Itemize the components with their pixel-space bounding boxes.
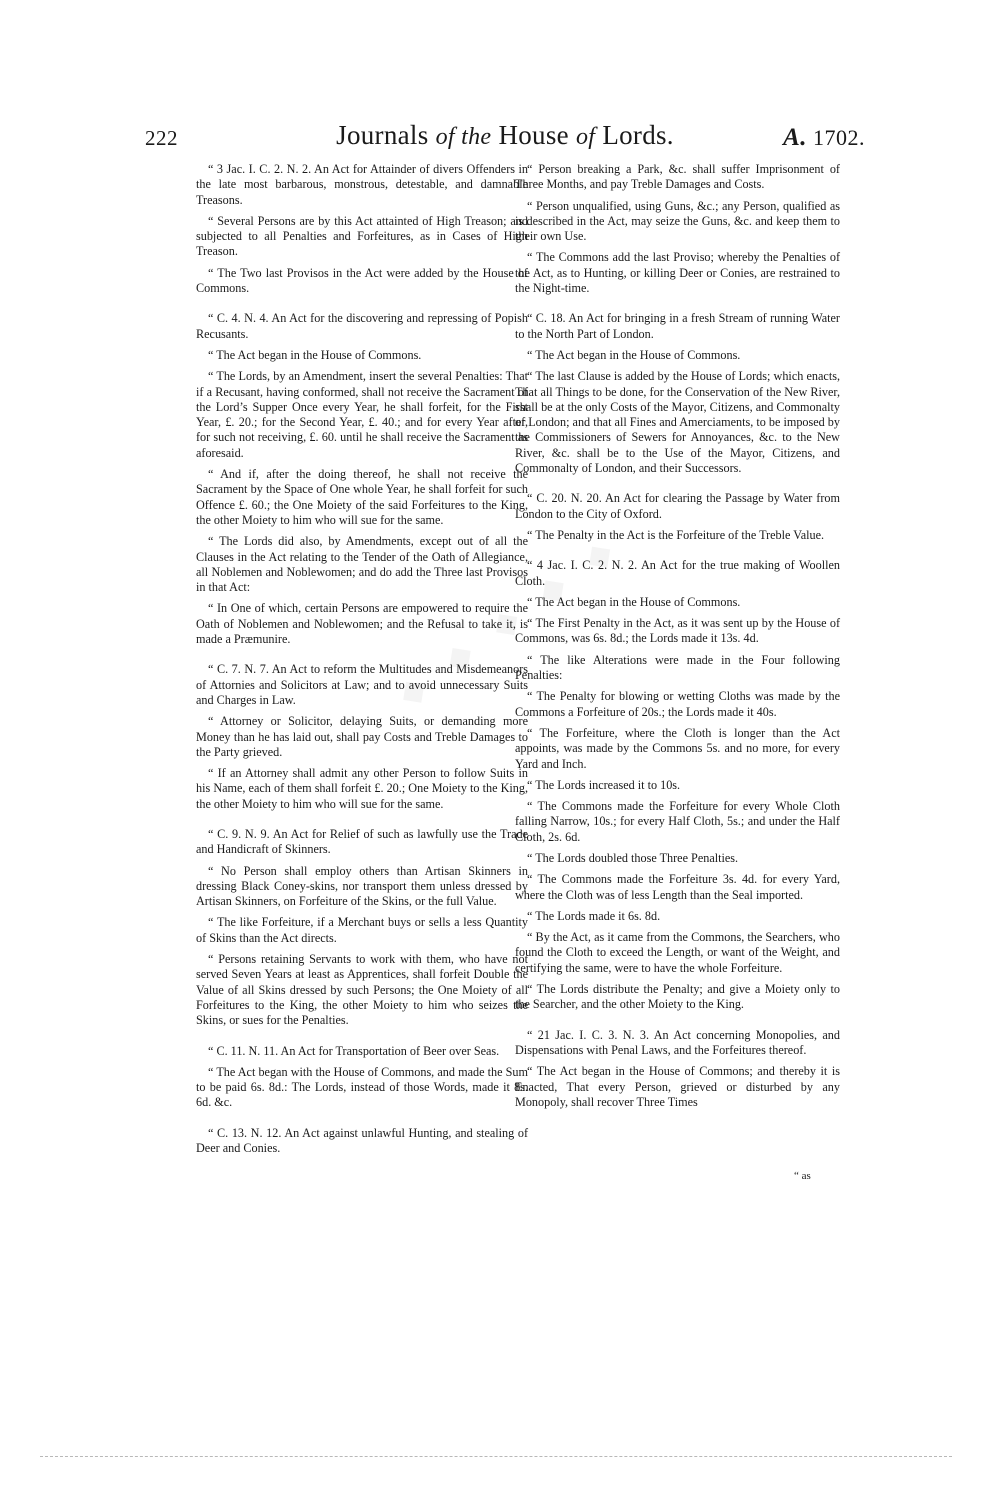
paragraph: “ The Act began in the House of Commons; and thereby it is Enacted, That every Person, grieved or disturbed by any Monopoly, shall recover Three Times xyxy=(515,1064,840,1109)
paragraph: “ The Lords doubled those Three Penalties. xyxy=(527,850,739,865)
paragraph: “ C. 9. N. 9. An Act for Relief of such as lawfully use the Trade and Handicraft of Skinners. xyxy=(196,826,528,857)
paragraph: “ The Act began in the House of Commons. xyxy=(527,347,741,362)
left-column xyxy=(196,162,528,1162)
bottom-rule xyxy=(40,1456,952,1457)
paragraph: “ Person breaking a Park, &c. shall suffer Imprisonment of Three Months, and pay Treble Damages and Costs. xyxy=(515,162,840,192)
paragraph: “ C. 11. N. 11. An Act for Transportation of Beer over Seas. xyxy=(208,1043,500,1058)
title-journals: Journals xyxy=(336,120,436,150)
paragraph: “ And if, after the doing thereof, he shall not receive the Sacrament by the Space of One whole Year, he shall forfeit for such Offence £. 60.; the One Moiety of the said Forfeitures to the King, the other Moiety to him who will sue for the same. xyxy=(196,467,528,527)
paragraph: “ No Person shall employ others than Artisan Skinners in dressing Black Coney-skins, nor transport them unless dressed by Artisan Skinners, on Forfeiture of the Skins, or the full Value. xyxy=(196,863,528,909)
paragraph: “ The Act began with the House of Commons, and made the Sum to be paid 6s. 8d.: The Lords, instead of those Words, made it 8s. 6d. &c. xyxy=(196,1064,528,1110)
right-column xyxy=(515,162,840,1116)
paragraph: “ C. 18. An Act for bringing in a fresh Stream of running Water to the North Part of London. xyxy=(515,311,840,341)
paragraph: “ The Commons made the Forfeiture 3s. 4d. for every Yard, where the Cloth was of less Length than the Seal imported. xyxy=(515,872,840,902)
paragraph: “ Attorney or Solicitor, delaying Suits, or demanding more Money than he has laid out, shall pay Costs and Treble Damages to the Party grieved. xyxy=(196,714,528,759)
paragraph: “ The Commons made the Forfeiture for every Whole Cloth falling Narrow, 10s.; for every Half Cloth, 5s.; and under the Half Cloth, 2s. 6d. xyxy=(515,799,840,844)
page-header xyxy=(145,116,865,160)
paragraph: “ The Penalty for blowing or wetting Cloths was made by the Commons a Forfeiture of 20s.; the Lords made it 40s. xyxy=(515,689,840,719)
paragraph: “ The like Alterations were made in the Four following Penalties: xyxy=(515,652,840,683)
paragraph: “ The last Clause is added by the House of Lords; which enacts, That all Things to be done, for the Conservation of the New River, shall be at the only Costs of the Mayor, Citizens, and Commonalty of London; and that all Fines and Amerciaments, to be imposed by the Commissioners of Sewers for Annoyances, &c. to the New River, &c. shall be to the Use of the Mayor, Citizens, and Commonalty of London, and their Successors. xyxy=(515,369,840,476)
paragraph: “ The Lords made it 6s. 8d. xyxy=(527,908,661,923)
year-marker xyxy=(783,124,865,152)
title-house: House xyxy=(491,120,576,150)
paragraph: “ Persons retaining Servants to work with them, who have not served Seven Years at least as Apprentices, shall forfeit Double the Value of all Skins dressed by such Persons; the One Moiety of all Forfeitures to the King, the other Moiety to him who seizes the Skins, or sues for the Penalties. xyxy=(196,952,528,1028)
paragraph: “ C. 4. N. 4. An Act for the discovering and repressing of Popish Recusants. xyxy=(196,311,528,341)
paragraph: “ The Lords, by an Amendment, insert the several Penalties: That if a Recusant, having conformed, shall not receive the Sacrament of the Lord’s Supper Once every Year, he shall forfeit, for the First Year, £. 20.; for the Second Year, £. 40.; and for every Year after, for such not receiving, £. 60. until he shall receive the Sacrament as aforesaid. xyxy=(196,369,528,460)
year-value: 1702. xyxy=(813,125,865,150)
paragraph: “ 21 Jac. I. C. 3. N. 3. An Act concerning Monopolies, and Dispensations with Penal Laws, and the Forfeitures thereof. xyxy=(515,1027,840,1057)
paragraph: “ C. 13. N. 12. An Act against unlawful Hunting, and stealing of Deer and Conies. xyxy=(196,1125,528,1156)
paragraph: “ The Lords increased it to 10s. xyxy=(527,777,681,792)
paragraph: “ C. 20. N. 20. An Act for clearing the Passage by Water from London to the City of Oxford. xyxy=(515,491,840,521)
paragraph: “ The Two last Provisos in the Act were added by the House of Commons. xyxy=(196,265,528,296)
paragraph: “ Several Persons are by this Act attainted of High Treason; and subjected to all Penalties and Forfeitures, as in Cases of High Treason. xyxy=(196,213,528,259)
paragraph: “ The Act began in the House of Commons. xyxy=(208,347,422,362)
title-of: of xyxy=(575,124,596,150)
page-number: 222 xyxy=(145,126,178,150)
title-lords: Lords. xyxy=(595,120,674,150)
running-title xyxy=(145,120,865,151)
paragraph: “ 3 Jac. I. C. 2. N. 2. An Act for Attainder of divers Offenders in the late most barbarous, monstrous, detestable, and damnable Treasons. xyxy=(196,162,528,207)
title-of-the: of the xyxy=(435,124,492,150)
paragraph: “ In One of which, certain Persons are empowered to require the Oath of Noblemen and Noblewomen; and the Refusal to take it, is made a Præmunire. xyxy=(196,601,528,647)
paragraph: “ The Lords distribute the Penalty; and give a Moiety only to the Searcher, and the other Moiety to the King. xyxy=(515,982,840,1012)
paragraph: “ If an Attorney shall admit any other Person to follow Suits in his Name, each of them shall forfeit £. 20.; One Moiety to the King, the other Moiety to him who will sue for the same. xyxy=(196,766,528,811)
paragraph: “ Person unqualified, using Guns, &c.; any Person, qualified as is described in the Act, may seize the Guns, &c. and keep them to their own Use. xyxy=(515,198,840,244)
paragraph: “ The First Penalty in the Act, as it was sent up by the House of Commons, was 6s. 8d.; the Lords made it 13s. 4d. xyxy=(515,616,840,646)
paragraph: “ C. 7. N. 7. An Act to reform the Multitudes and Misdemeanors of Attornies and Solicitors at Law; and to avoid unnecessary Suits and Charges in Law. xyxy=(196,662,528,707)
paragraph: “ 4 Jac. I. C. 2. N. 2. An Act for the true making of Woollen Cloth. xyxy=(515,558,840,588)
paragraph: “ By the Act, as it came from the Commons, the Searchers, who found the Cloth to exceed the Length, or want of the Weight, and certifying the same, were to have the whole Forfeiture. xyxy=(515,930,840,975)
paragraph: “ The Forfeiture, where the Cloth is longer than the Act appoints, was made by the Commons 5s. and no more, for every Yard and Inch. xyxy=(515,725,840,771)
year-prefix: A. xyxy=(783,124,807,151)
paragraph: “ The Commons add the last Proviso; whereby the Penalties of the Act, as to Hunting, or killing Deer or Conies, are restrained to the Night-time. xyxy=(515,250,840,296)
paragraph: “ The like Forfeiture, if a Merchant buys or sells a less Quantity of Skins than the Act directs. xyxy=(196,915,528,945)
paragraph: “ The Lords did also, by Amendments, except out of all the Clauses in the Act relating to the Tender of the Oath of Allegiance, all Noblemen and Noblewomen; and do add the Three last Provisos in that Act: xyxy=(196,534,528,595)
catchword: “ as xyxy=(794,1170,811,1182)
paragraph: “ The Penalty in the Act is the Forfeiture of the Treble Value. xyxy=(527,527,825,542)
paragraph: “ The Act began in the House of Commons. xyxy=(527,594,741,609)
